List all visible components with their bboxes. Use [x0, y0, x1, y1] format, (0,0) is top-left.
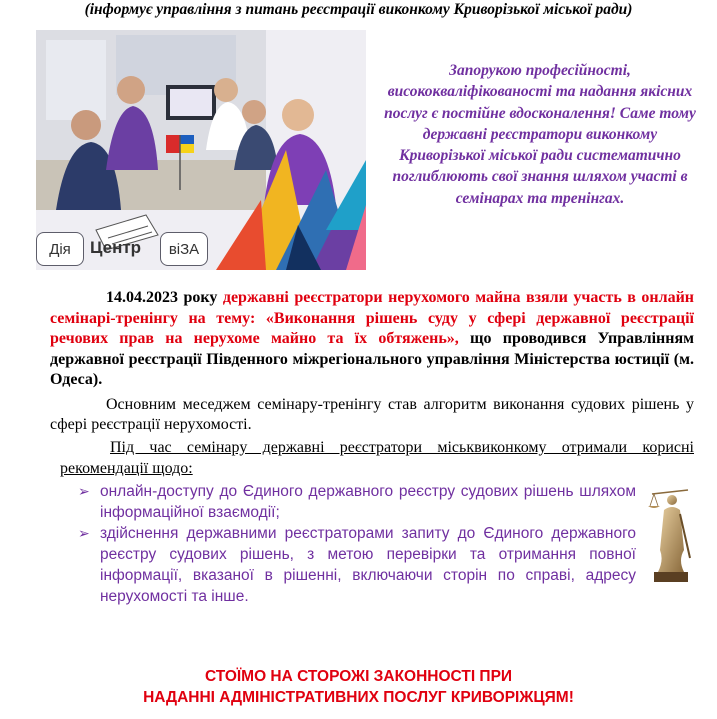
- paragraph-3-text: Під час семінару державні реєстратори міськвиконкому отримали корисні рекомендації щодо:: [60, 439, 694, 477]
- article-paragraph-1: [50, 288, 694, 391]
- diia-logo: Дія: [36, 232, 84, 266]
- list-item: [78, 523, 636, 607]
- arrowhead-bullet-icon: ➢: [78, 483, 90, 499]
- list-item: [78, 481, 636, 523]
- article-year-word: року: [183, 289, 218, 306]
- article-organizer: що проводився Управлінням державної реєстрації Південного міжрегіонального управління Міністерства юстиції (м. Одеса).: [50, 330, 695, 388]
- footer-line-2: НАДАННІ АДМІНІСТРАТИВНИХ ПОСЛУГ КРИВОРІЖЦЯМ!: [143, 689, 574, 706]
- quote-text: Запорукою професійності, висококваліфікованості та надання якісних послуг є постійне вдосконалення! Саме тому державні реєстратори виконкому Криворізької міської ради систематично поглиблюють свої знання шляхом участі в семінарах та тренінгах.: [384, 62, 696, 207]
- viza-logo: віЗА: [160, 232, 208, 266]
- article-paragraph-2: [50, 395, 694, 435]
- arrowhead-bullet-icon: ➢: [78, 525, 90, 541]
- logo-row: [36, 232, 246, 268]
- recommendations-list: [78, 481, 636, 607]
- article-date: 14.04.2023: [106, 289, 178, 306]
- article-highlight: державні реєстратори нерухомого майна взяли участь в онлайн семінарі-тренінгу на тему: «Виконання рішень суду у сфері державної реєстрації речових прав на нерухоме майно та їх обтяжень»,: [50, 289, 695, 347]
- list-item-text: здійснення державними реєстраторами запиту до Єдиного державного реєстру судових рішень, з метою перевірки та отримання повної інформації, вказаної в рішенні, включаючи сторін по справі, адресу нерухомості та інше.: [100, 525, 636, 605]
- center-logo: Центр: [90, 238, 142, 257]
- themis-statue-icon: [644, 480, 696, 584]
- list-item-text: онлайн-доступу до Єдиного державного реєстру судових рішень шляхом інформаційної взаємодії;: [100, 483, 636, 521]
- article-paragraph-3: [60, 437, 694, 479]
- paragraph-2-text: Основним меседжем семінару-тренінгу став алгоритм виконання судових рішень у сфері реєстрації нерухомості.: [50, 396, 694, 433]
- footer-slogan: [0, 666, 717, 708]
- subtitle: (інформує управління з питань реєстрації виконкому Криворізької міської ради): [84, 1, 633, 18]
- footer-line-1: СТОЇМО НА СТОРОЖІ ЗАКОННОСТІ ПРИ: [204, 668, 513, 685]
